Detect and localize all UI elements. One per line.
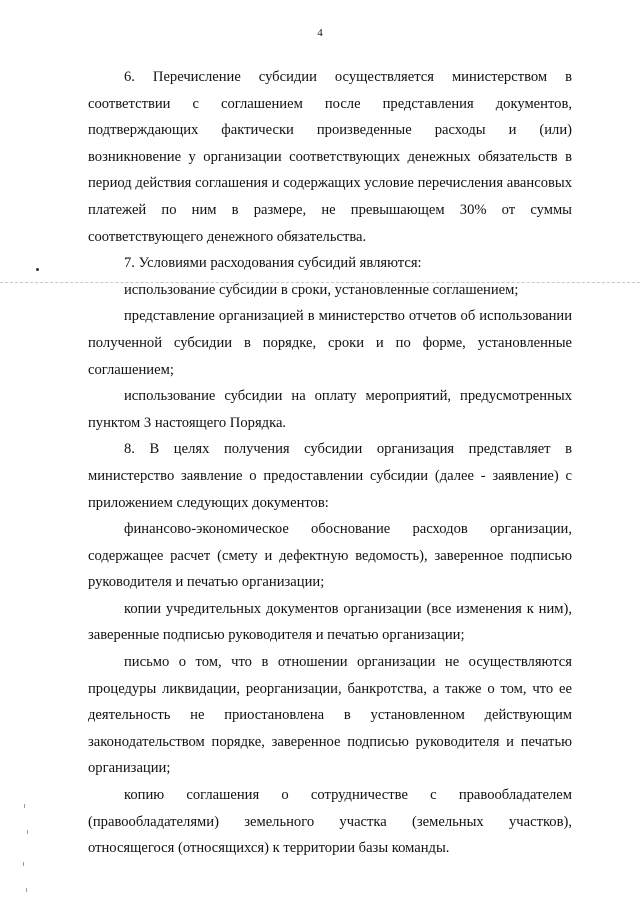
paragraph-7-item-1: использование субсидии в сроки, установленные соглашением; xyxy=(124,281,519,298)
paragraph-8-item-2: копии учредительных документов организации (все изменения к ним), заверенные подписью руководителя и печатью организации; xyxy=(88,600,572,644)
paragraph-8-item-4: копию соглашения о сотрудничестве с правообладателем (правообладателями) земельного участка (земельных участков), относящегося (относящихся) к территории базы команды. xyxy=(88,787,572,857)
paragraph-7: 7. Условиями расходования субсидий являются: xyxy=(124,255,422,272)
paragraph-8-item-3: письмо о том, что в отношении организации не осуществляются процедуры ликвидации, реорганизации, банкротства, а также о том, что ее деятельность не приостановлена в установленном действующим законодательством порядке, заверенное подписью руководителя и печатью организации; xyxy=(88,654,572,777)
paragraph-7-item-2: представление организацией в министерство отчетов об использовании полученной субсидии в порядке, сроки и по форме, установленные соглашением; xyxy=(88,308,572,378)
paragraph-6: 6. Перечисление субсидии осуществляется министерством в соответствии с соглашением после представления документов, подтверждающих фактически произведенные расходы и (или) возникновение у организации соответствующих денежных обязательств в период действия соглашения и содержащих условие перечисления авансовых платежей по ним в размере, не превышающем 30% от суммы соответствующего денежного обязательства. xyxy=(88,69,572,245)
paragraph-7-item-3: использование субсидии на оплату мероприятий, предусмотренных пунктом 3 настоящего Порядка. xyxy=(88,388,572,431)
document-body xyxy=(88,64,572,862)
scan-artifact-specks xyxy=(22,800,34,900)
paragraph-8: 8. В целях получения субсидии организация представляет в министерство заявление о предоставлении субсидии (далее - заявление) с приложением следующих документов: xyxy=(88,441,572,511)
scan-artifact-dot xyxy=(36,268,39,271)
paragraph-8-item-1: финансово-экономическое обоснование расходов организации, содержащее расчет (смету и дефектную ведомость), заверенное подписью руководителя и печатью организации; xyxy=(88,521,572,591)
page-number: 4 xyxy=(317,27,323,39)
